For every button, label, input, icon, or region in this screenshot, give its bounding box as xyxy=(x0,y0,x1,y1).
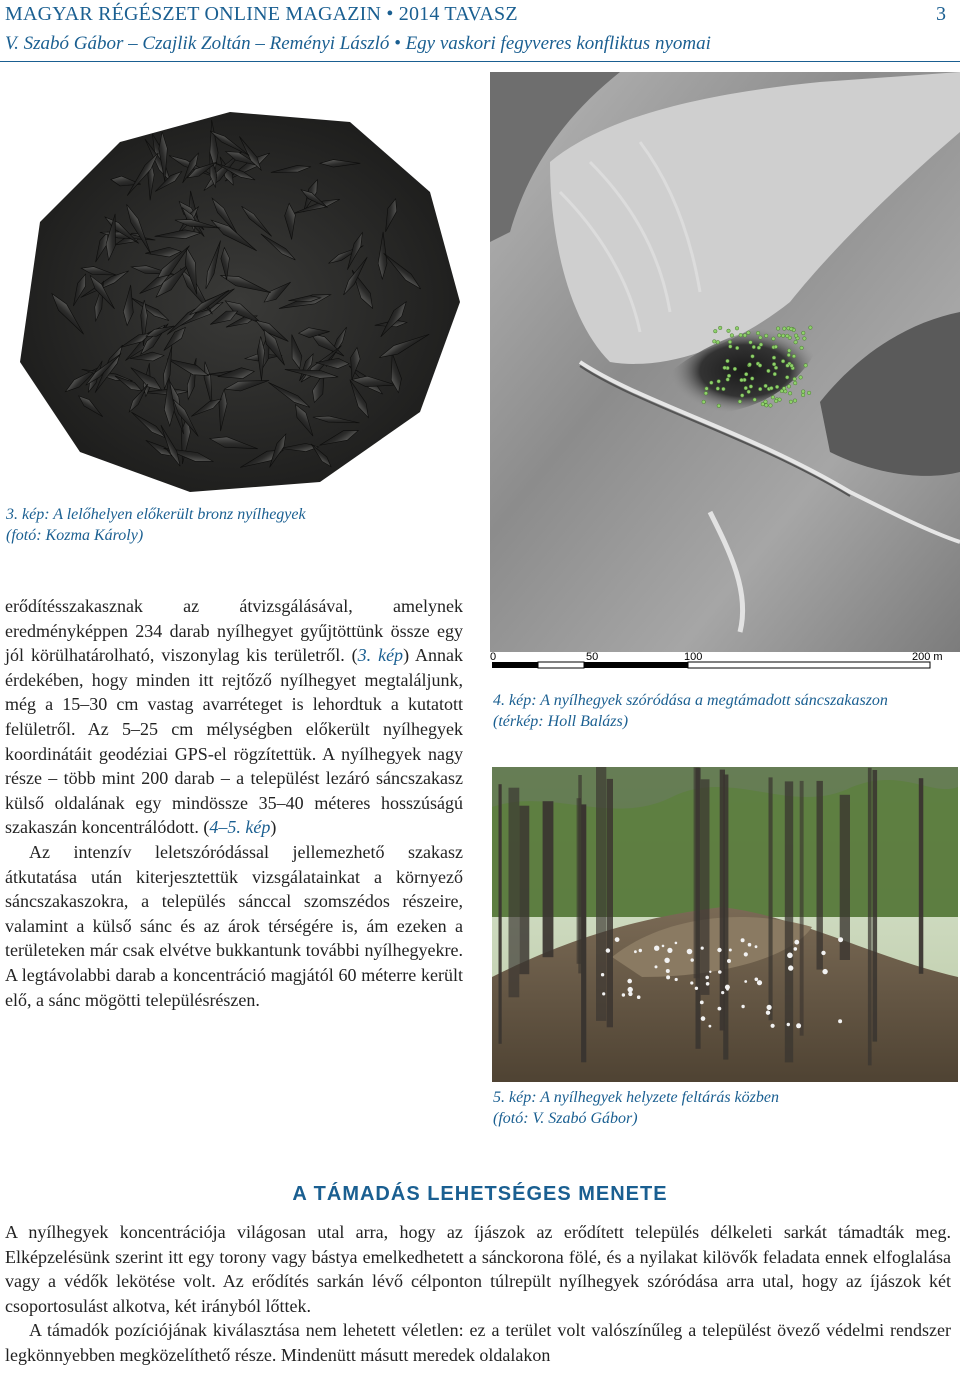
tree-trunk xyxy=(499,784,502,1044)
find-point xyxy=(807,391,811,395)
find-marker xyxy=(655,965,658,968)
find-point xyxy=(801,393,805,397)
find-point xyxy=(764,384,768,388)
find-marker xyxy=(727,959,731,963)
find-point xyxy=(751,355,755,359)
find-point xyxy=(785,376,789,380)
find-marker xyxy=(757,980,762,985)
find-marker xyxy=(662,945,665,948)
lidar-map xyxy=(490,72,960,652)
find-point xyxy=(776,327,780,331)
tree-trunk xyxy=(577,798,581,964)
find-marker xyxy=(666,969,670,973)
find-marker xyxy=(726,988,729,991)
tree-trunk xyxy=(873,770,878,1042)
find-point xyxy=(790,327,794,331)
find-point xyxy=(740,378,744,382)
scale-label: 50 xyxy=(586,651,599,663)
tree-trunk xyxy=(840,795,850,960)
find-marker xyxy=(771,1024,775,1028)
find-marker xyxy=(709,971,711,973)
find-marker xyxy=(787,953,793,959)
find-point xyxy=(778,334,782,338)
find-point xyxy=(787,385,791,389)
find-point xyxy=(726,359,730,363)
find-point xyxy=(739,333,743,337)
find-point xyxy=(735,327,739,331)
scale-label: 100 xyxy=(684,651,703,663)
find-point xyxy=(787,353,791,357)
find-point xyxy=(717,380,721,384)
find-marker xyxy=(701,947,704,950)
find-marker xyxy=(766,1011,770,1015)
find-point xyxy=(790,364,794,368)
find-point xyxy=(788,392,792,396)
find-marker xyxy=(755,978,759,982)
left-column-text xyxy=(5,594,463,1012)
scale-label: 200 m xyxy=(912,651,943,663)
find-point xyxy=(748,363,752,367)
find-marker xyxy=(794,947,798,951)
find-point xyxy=(771,396,775,400)
find-marker xyxy=(796,1023,801,1028)
find-point xyxy=(772,362,776,366)
find-point xyxy=(756,331,760,335)
page-number: 3 xyxy=(936,3,946,25)
find-point xyxy=(710,381,714,385)
find-point xyxy=(723,366,727,370)
find-point xyxy=(702,400,706,404)
find-point xyxy=(774,345,778,349)
find-point xyxy=(800,346,804,350)
paragraph: erődítésszakasznak az átvizsgálásával, amelynek eredményképpen 234 darab nyílhegyet gyűjtöttünk össze egy jól körülhatárolható, viszonylag kis területről. (3. kép) Annak érdekében, hogy minden itt rejtőző nyílhegyet megtaláljunk, még a 15–30 cm vastag avarréteget is lehordtuk a kutatott felületről. Az 5–25 cm mélységben előkerült nyílhegyek koordinátáit geodéziai GPS-el rögzítettük. A nyílhegyek nagy része – több mint 200 darab – a települést lezáró sáncszakasz külső oldalának egy mindössze 35–40 méteres hosszúságú szakaszán koncentrálódott. (4–5. kép) xyxy=(5,596,463,838)
find-marker xyxy=(675,978,678,981)
find-point xyxy=(727,374,731,378)
find-point xyxy=(774,366,778,370)
find-marker xyxy=(695,987,698,990)
find-marker xyxy=(690,981,693,984)
find-point xyxy=(714,329,718,333)
find-point xyxy=(792,354,796,358)
find-point xyxy=(735,346,739,350)
find-marker xyxy=(675,942,678,945)
find-point xyxy=(722,387,726,391)
find-marker xyxy=(822,969,827,974)
find-marker xyxy=(615,937,620,942)
find-point xyxy=(744,372,748,376)
find-marker xyxy=(788,965,793,970)
tree-trunk xyxy=(785,781,793,1062)
figure4-caption-credit: (térkép: Holl Balázs) xyxy=(493,713,629,730)
find-marker xyxy=(687,949,693,955)
find-point xyxy=(772,356,776,360)
find-point xyxy=(752,345,756,349)
find-point xyxy=(778,398,782,402)
find-point xyxy=(718,326,722,330)
find-point xyxy=(809,326,813,330)
find-marker xyxy=(706,982,710,986)
find-point xyxy=(787,349,791,353)
find-marker xyxy=(691,958,694,961)
find-marker xyxy=(821,951,825,955)
find-point xyxy=(767,369,771,373)
find-point xyxy=(764,400,768,404)
find-marker xyxy=(767,1005,772,1010)
figure5-caption-line1: 5. kép: A nyílhegyek helyzete feltárás közben xyxy=(493,1089,779,1106)
find-point xyxy=(758,364,762,368)
find-point xyxy=(802,331,806,335)
find-point xyxy=(773,372,777,376)
find-point xyxy=(713,340,717,344)
figure4-caption-line1: 4. kép: A nyílhegyek szóródása a megtámadott sáncszakaszon xyxy=(493,692,888,709)
find-point xyxy=(738,400,742,404)
find-marker xyxy=(794,940,799,945)
find-marker xyxy=(654,946,659,951)
find-point xyxy=(743,334,747,338)
find-marker xyxy=(606,948,610,952)
find-marker xyxy=(622,993,625,996)
find-marker xyxy=(666,975,670,979)
find-point xyxy=(801,390,805,394)
find-marker xyxy=(717,948,721,952)
find-marker xyxy=(628,992,632,996)
find-point xyxy=(794,334,798,338)
find-point xyxy=(716,387,720,391)
find-point xyxy=(775,385,779,389)
find-point xyxy=(789,400,793,404)
find-marker xyxy=(741,938,745,942)
find-point xyxy=(794,340,798,344)
excavation-photo xyxy=(492,767,958,1082)
find-point xyxy=(753,398,757,402)
map-scale-bar xyxy=(488,650,960,680)
find-point xyxy=(804,364,808,368)
find-point xyxy=(728,340,732,344)
find-marker xyxy=(755,945,758,948)
find-point xyxy=(769,404,773,408)
find-marker xyxy=(838,1019,842,1023)
header-rule xyxy=(0,61,960,62)
tree-trunk xyxy=(817,781,823,970)
find-point xyxy=(729,345,733,349)
find-point xyxy=(747,331,751,335)
tree-trunk xyxy=(543,801,554,957)
find-marker xyxy=(718,1007,722,1011)
paragraph: Az intenzív leletszóródással jellemezhető szakasz átkutatása után kiterjesztettük vizsgálatainkat a környező sáncszakaszokra, a település sánccal szomszédos részeire, valamint a külső sánc és az árok térségére is, ám ezeken a területeken már csak elvétve bukkantunk további nyílhegyekre. A legtávolabbi darab a koncentráció magjától 60 méterre került elő, a sánc mögötti településrészen. xyxy=(5,841,463,1010)
find-point xyxy=(750,377,754,381)
find-marker xyxy=(741,1005,744,1008)
find-point xyxy=(749,385,753,389)
find-marker xyxy=(744,980,747,983)
find-point xyxy=(740,394,744,398)
find-marker xyxy=(667,948,672,953)
tree-trunk xyxy=(701,779,710,995)
find-point xyxy=(705,387,709,391)
find-marker xyxy=(701,1016,706,1021)
find-point xyxy=(726,378,730,382)
find-point xyxy=(730,334,734,338)
find-point xyxy=(764,334,768,338)
section-heading: A TÁMADÁS LEHETSÉGES MENETE xyxy=(292,1183,668,1205)
find-marker xyxy=(628,987,633,992)
find-marker xyxy=(639,949,642,952)
paragraph: A nyílhegyek koncentrációja világosan utal arra, hogy az íjászok az erődített település délkeleti sarkát támadták meg. Elképzelésünk szerint itt egy torony vagy bástya emelkedhetett a sánckorona fölé, és a nyilakat kilövők feladata ennek elfoglalása vagy a védők lekötése volt. Az erődítés sarkán lévő célponton túlrepült nyílhegyek szóródása arra utal, hogy az íjászok két csoportosulást alkotva, két irányból lőttek. xyxy=(5,1222,951,1316)
find-point xyxy=(774,399,778,403)
figure-reference[interactable]: 3. kép xyxy=(357,645,404,666)
find-point xyxy=(786,364,790,368)
find-point xyxy=(793,381,797,385)
find-marker xyxy=(602,992,605,995)
find-marker xyxy=(709,1025,712,1028)
tree-trunk xyxy=(607,779,613,1027)
find-marker xyxy=(705,976,709,980)
figure-reference[interactable]: 4–5. kép xyxy=(209,817,271,838)
find-marker xyxy=(748,943,752,947)
scale-label: 0 xyxy=(490,651,497,663)
find-marker xyxy=(721,991,724,994)
find-point xyxy=(749,341,753,345)
find-marker xyxy=(718,970,722,974)
find-point xyxy=(793,377,797,381)
find-point xyxy=(782,387,786,391)
figure3-caption xyxy=(6,504,476,546)
find-point xyxy=(793,399,797,403)
find-marker xyxy=(729,949,732,952)
find-point xyxy=(747,390,751,394)
find-point xyxy=(733,367,737,371)
article-subtitle: V. Szabó Gábor – Czajlik Zoltán – Reményi László • Egy vaskori fegyveres konfliktus nyomai xyxy=(5,33,711,54)
tree-trunk xyxy=(800,781,804,1036)
find-point xyxy=(781,359,785,363)
find-point xyxy=(770,386,774,390)
figure5-caption xyxy=(493,1087,958,1129)
figure4-caption xyxy=(493,690,958,732)
find-point xyxy=(803,337,807,341)
tree-trunk xyxy=(919,778,924,974)
tree-trunk xyxy=(696,768,701,1049)
find-marker xyxy=(627,979,632,984)
paragraph: A támadók pozíciójának kiválasztása nem lehetett véletlen: ez a terület volt valószínűleg a települést övező védelmi rendszer legkönnyebben megközelíthető része. Mindenütt másutt meredek oldalakon xyxy=(5,1320,951,1365)
find-point xyxy=(759,336,763,340)
figure3-caption-credit: (fotó: Kozma Károly) xyxy=(6,527,144,544)
find-point xyxy=(727,329,731,333)
find-marker xyxy=(700,1001,704,1005)
find-point xyxy=(786,334,790,338)
tree-trunk xyxy=(769,777,773,1020)
section-body-text xyxy=(5,1220,951,1368)
find-point xyxy=(759,343,763,347)
magazine-title: MAGYAR RÉGÉSZET ONLINE MAGAZIN • 2014 TAVASZ xyxy=(5,3,518,25)
find-marker xyxy=(664,958,669,963)
find-marker xyxy=(744,952,748,956)
figure3-caption-line1: 3. kép: A lelőhelyen előkerült bronz nyílhegyek xyxy=(6,506,306,523)
find-point xyxy=(744,386,748,390)
find-point xyxy=(772,337,776,341)
tree-trunk xyxy=(519,806,529,975)
find-marker xyxy=(787,1023,790,1026)
find-point xyxy=(704,392,708,396)
find-marker xyxy=(838,937,843,942)
find-point xyxy=(781,334,785,338)
find-point xyxy=(783,327,787,331)
find-marker xyxy=(637,995,641,999)
tree-trunk xyxy=(596,767,606,1021)
find-marker xyxy=(601,973,604,976)
find-point xyxy=(799,376,803,380)
find-point xyxy=(717,404,721,408)
find-point xyxy=(765,404,769,408)
tree-trunk xyxy=(581,804,586,1062)
find-point xyxy=(716,340,720,344)
find-point xyxy=(758,387,762,391)
tree-trunk xyxy=(509,788,520,998)
arrowheads-photo xyxy=(0,72,480,502)
tree-trunk xyxy=(868,768,872,1066)
find-marker xyxy=(634,950,637,953)
figure5-caption-credit: (fotó: V. Szabó Gábor) xyxy=(493,1110,638,1127)
